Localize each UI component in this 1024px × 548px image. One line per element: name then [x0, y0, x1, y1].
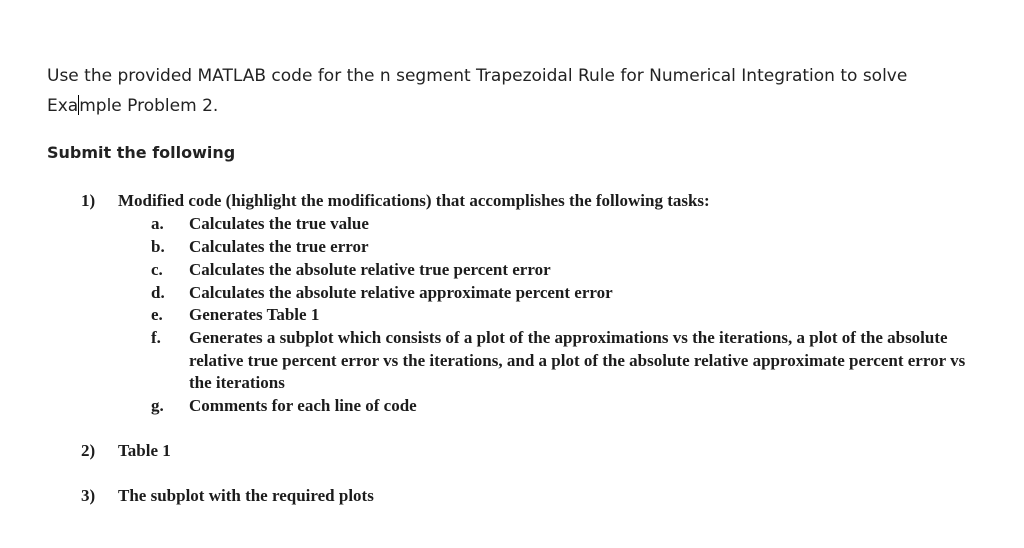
list-item-number: 3) [81, 486, 96, 505]
submit-heading: Submit the following [47, 143, 236, 162]
sub-item-letter: c. [151, 260, 163, 279]
sub-item-text: Calculates the true error [189, 237, 369, 256]
sub-item-text: Calculates the true value [189, 214, 369, 233]
intro-line-2-start: Exa [47, 96, 79, 116]
sub-item-letter: g. [151, 396, 164, 415]
sub-item-letter: e. [151, 305, 163, 324]
sub-item-text: Generates a subplot which consists of a plot of the approximations vs the iterations, a plot of the absolute relative true percent error vs the iterations, and a plot of the absolute relative approximate percent error vs the iterations [189, 328, 966, 392]
list-item-number: 2) [81, 441, 96, 460]
list-item-text: Modified code (highlight the modifications) that accomplishes the following tasks: [118, 191, 710, 210]
sub-item-text: Comments for each line of code [189, 396, 417, 415]
list-item-text: Table 1 [118, 441, 171, 460]
sub-item-text: Calculates the absolute relative approximate percent error [189, 283, 613, 302]
intro-paragraph [47, 61, 987, 121]
sub-item-letter: d. [151, 283, 165, 302]
sub-item-letter: a. [151, 214, 164, 233]
sub-item-text: Generates Table 1 [189, 305, 320, 324]
intro-line-1: Use the provided MATLAB code for the n segment Trapezoidal Rule for Numerical Integration to solve [47, 66, 908, 86]
intro-line-2 [47, 91, 987, 121]
sub-item-letter: f. [151, 328, 161, 347]
list-item-text: The subplot with the required plots [118, 486, 374, 505]
sub-item-letter: b. [151, 237, 165, 256]
list-item-number: 1) [81, 191, 96, 210]
intro-line-2-end: mple Problem 2. [79, 96, 219, 116]
sub-item-text: Calculates the absolute relative true percent error [189, 260, 551, 279]
